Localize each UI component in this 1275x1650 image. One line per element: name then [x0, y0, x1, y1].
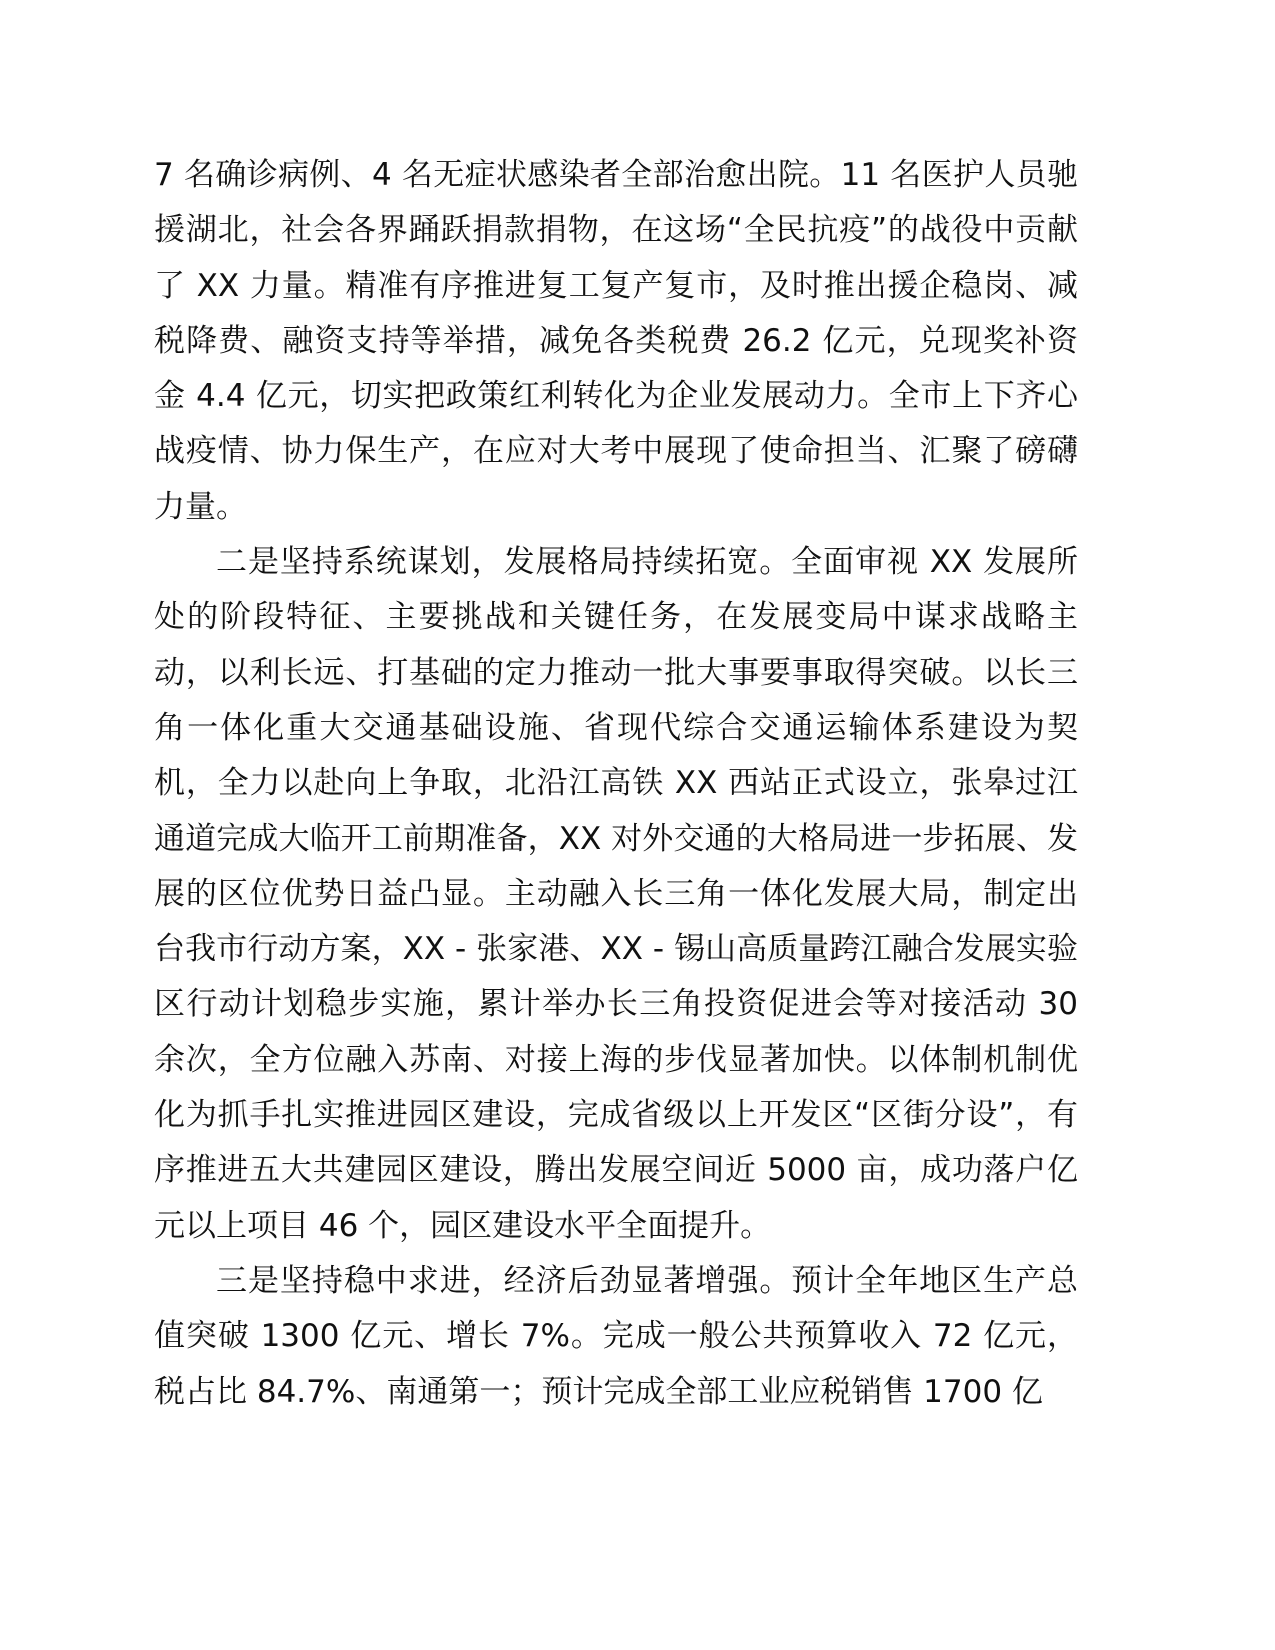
- paragraph-second-point: 二是坚持系统谋划，发展格局持续拓宽。全面审视 XX 发展所处的阶段特征、主要挑战和关键任务，在发展变局中谋求战略主动，以利长远、打基础的定力推动一批大事要事取得突破。以长三角一体化重大交通基础设施、省现代综合交通运输体系建设为契机，全力以赴向上争取，北沿江高铁 XX 西站正式设立，张皋过江通道完成大临开工前期准备，XX 对外交通的大格局进一步拓展、发展的区位优势日益凸显。主动融入长三角一体化发展大局，制定出台我市行动方案，XX - 张家港、XX - 锡山高质量跨江融合发展实验区行动计划稳步实施，累计举办长三角投资促进会等对接活动 30 余次，全方位融入苏南、对接上海的步伐显著加快。以体制机制优化为抓手扎实推进园区建设，完成省级以上开发区“区街分设”，有序推进五大共建园区建设，腾出发展空间近 5000 亩，成功落户亿元以上项目 46 个，园区建设水平全面提升。: [154, 544, 1078, 1244]
- document-body: [154, 148, 1078, 1420]
- paragraph-continued: 7 名确诊病例、4 名无症状感染者全部治愈出院。11 名医护人员驰援湖北，社会各界踊跃捐款捐物，在这场“全民抗疫”的战役中贡献了 XX 力量。精准有序推进复工复产复市，及时推出援企稳岗、减税降费、融资支持等举措，减免各类税费 26.2 亿元，兑现奖补资金 4.4 亿元，切实把政策红利转化为企业发展动力。全市上下齐心战疫情、协力保生产，在应对大考中展现了使命担当、汇聚了磅礴力量。: [154, 157, 1078, 525]
- paragraph-third-point: 三是坚持稳中求进，经济后劲显著增强。预计全年地区生产总值突破 1300 亿元、增长 7%。完成一般公共预算收入 72 亿元，税占比 84.7%、南通第一；预计完成全部工业应税销售 1700 亿: [154, 1262, 1078, 1410]
